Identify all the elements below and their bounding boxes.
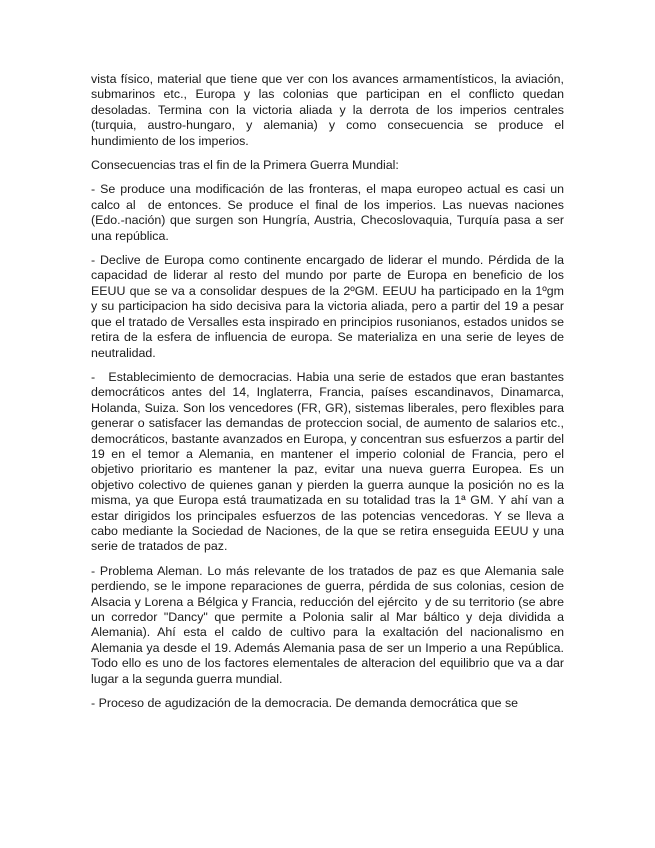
consequence-democracies-paragraph: - Establecimiento de democracias. Habia una serie de estados que eran bastantes democráticos antes del 14, Inglaterra, Francia, países escandinavos, Dinamarca, Holanda, Suiza. Son los vencedores (FR, GR), sistemas liberales, pero flexibles para generar o satisfacer las demandas de proteccion social, de aumento de salarios etc., democráticos, bastante avanzados en Europa, y concentran sus esfuerzos a partir del 19 en el temor a Alemania, en mantener el imperio colonial de Francia, pero el objetivo prioritario es mantener la paz, evitar una nueva guerra Europea. Es un objetivo colectivo de quienes ganan y pierden la guerra aunque la posición no es la misma, ya que Europa está traumatizada en su totalidad tras la 1ª GM. Y ahí van a estar dirigidos los principales esfuerzos de las potencias vencedoras. Y se lleva a cabo mediante la Sociedad de Naciones, de la que se retira enseguida EEUU y una serie de tratados de paz. [91, 369, 568, 554]
consequence-democracy-process-paragraph: - Proceso de agudización de la democracia. De demanda democrática que se [91, 696, 519, 711]
consequence-german-problem-paragraph: - Problema Aleman. Lo más relevante de los tratados de paz es que Alemania sale perdiendo, se le impone reparaciones de guerra, pérdida de sus colonias, cesion de Alsacia y Lorena a Bélgica y Francia, reducción del ejército y de su territorio (se abre un corredor "Dancy" que permite a Polonia salir al Mar báltico y deja dividida a Alemania). Ahí esta el caldo de cultivo para la exaltación del nacionalismo en Alemania ya desde el 19. Además Alemania pasa de ser un Imperio a una República. Todo ello es uno de los factores elementales de alteracion del equilibrio que va a dar lugar a la segunda guerra mundial. [91, 563, 568, 686]
consequence-decline-europe-paragraph: - Declive de Europa como continente encargado de liderar el mundo. Pérdida de la capacidad de liderar al resto del mundo por parte de Europa en beneficio de los EEUU que se va a consolidar despues de la 2ºGM. EEUU ha participado en la 1ºgm y su participacion ha sido decisiva para la victoria aliada, pero a partir del 19 a pesar que el tratado de Versalles esta inspirado en principios rusonianos, estados unidos se retira de la esfera de influencia de europa. Se materializa en una serie de leyes de neutralidad. [91, 253, 571, 360]
consequence-borders-paragraph: - Se produce una modificación de las fronteras, el mapa europeo actual es casi un calco al de entonces. Se produce el final de los imperios. Las nuevas naciones (Edo.-nación) que surgen son Hungría, Austria, Checoslovaquia, Turquía pasa a ser una república. [91, 182, 568, 243]
section-heading: Consecuencias tras el fin de la Primera Guerra Mundial: [91, 158, 399, 173]
intro-paragraph: vista físico, material que tiene que ver con los avances armamentísticos, la aviación, submarinos etc., Europa y las colonias que participan en el conflicto quedan desoladas. Termina con la victoria aliada y la derrota de los imperios centrales (turquia, austro-hungaro, y alemania) y como consecuencia se produce el hundimiento de los imperios. [91, 72, 568, 148]
document-body [91, 72, 571, 720]
